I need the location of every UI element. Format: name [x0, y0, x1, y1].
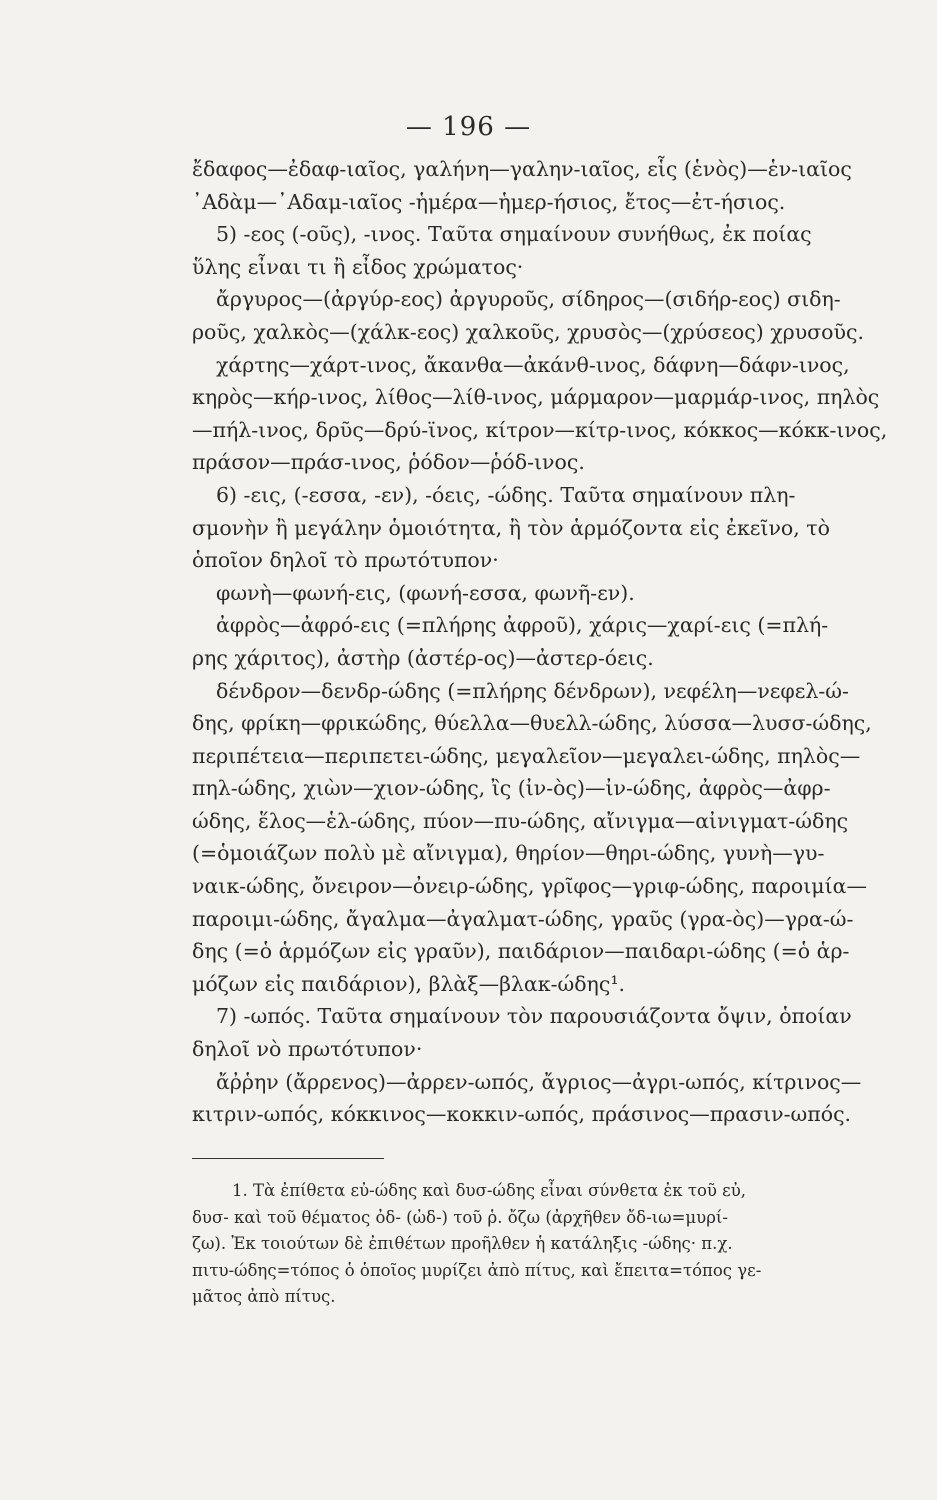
- footnote-divider: [192, 1158, 384, 1159]
- text-line: —πήλ-ινος, δρῦς—δρύ-ϊνος, κίτρον—κίτρ-ινος, κόκκος—κόκκ-ινος,: [192, 417, 888, 442]
- text-line: ἄῤῥην (ἄρρενος)—ἀρρεν-ωπός, ἄγριος—ἀγρι-ωπός, κίτρινος—: [216, 1069, 862, 1094]
- text-line: ὕλης εἶναι τι ἢ εἶδος χρώματος·: [192, 254, 524, 279]
- text-line: πράσον—πράσ-ινος, ῥόδον—ῥόδ-ινος.: [192, 450, 585, 475]
- footnote-line: δυσ- καὶ τοῦ θέματος ὀδ- (ὠδ-) τοῦ ῥ. ὄζω (ἀρχῆθεν ὄδ-ιω=μυρί-: [192, 1207, 728, 1227]
- text-line: δηλοῖ νὸ πρωτότυπον·: [192, 1037, 423, 1062]
- body-text: [192, 153, 914, 1131]
- section-heading-7: 7) -ωπός. Ταῦτα σημαίνουν τὸν παρουσιάζοντα ὄψιν, ὁποίαν: [216, 1004, 852, 1029]
- text-line: ᾿Αδὰμ—᾿Αδαμ-ιαῖος -ἡμέρα—ἡμερ-ήσιος, ἔτος—ἐτ-ήσιος.: [192, 189, 786, 214]
- text-line: δης, φρίκη—φρικώδης, θύελλα—θυελλ-ώδης, λύσσα—λυσσ-ώδης,: [192, 711, 872, 736]
- text-line: χάρτης—χάρτ-ινος, ἄκανθα—ἀκάνθ-ινος, δάφνη—δάφν-ινος,: [216, 352, 850, 377]
- text-line: (=ὁμοιάζων πολὺ μὲ αἴνιγμα), θηρίον—θηρι-ώδης, γυνὴ—γυ-: [192, 841, 825, 866]
- text-line: ἄργυρος—(ἀργύρ-εος) ἀργυροῦς, σίδηρος—(σιδήρ-εος) σιδη-: [216, 287, 841, 312]
- text-line: ἀφρὸς—ἀφρό-εις (=πλήρης ἀφροῦ), χάρις—χαρί-εις (=πλή-: [216, 613, 829, 638]
- text-line: σμονὴν ἢ μεγάλην ὁμοιότητα, ἢ τὸν ἁρμόζοντα εἰς ἐκεῖνο, τὸ: [192, 515, 830, 540]
- text-line: ροῦς, χαλκὸς—(χάλκ-εος) χαλκοῦς, χρυσὸς—(χρύσεος) χρυσοῦς.: [192, 319, 864, 344]
- text-line: κηρὸς—κήρ-ινος, λίθος—λίθ-ινος, μάρμαρον—μαρμάρ-ινος, πηλὸς: [192, 385, 880, 410]
- section-heading-6: 6) -εις, (-εσσα, -εν), -όεις, -ώδης. Ταῦτα σημαίνουν πλη-: [216, 482, 796, 507]
- text-line: ρης χάριτος), ἀστὴρ (ἀστέρ-ος)—ἀστερ-όεις.: [192, 645, 654, 670]
- text-line: ἔδαφος—ἐδαφ-ιαῖος, γαλήνη—γαλην-ιαῖος, εἷς (ἑνὸς)—ἑν-ιαῖος: [192, 157, 852, 181]
- text-line: κιτριν-ωπός, κόκκινος—κοκκιν-ωπός, πράσινος—πρασιν-ωπός.: [192, 1102, 852, 1127]
- text-line: παροιμι-ώδης, ἄγαλμα—ἀγαλματ-ώδης, γραῦς (γρα-ὸς)—γρα-ώ-: [192, 906, 854, 931]
- text-line: ναικ-ώδης, ὄνειρον—ὀνειρ-ώδης, γρῖφος—γριφ-ώδης, παροιμία—: [192, 874, 867, 899]
- footnote-line: 1. Τὰ ἐπίθετα εὐ-ώδης καὶ δυσ-ώδης εἶναι σύνθετα ἐκ τοῦ εὐ,: [232, 1181, 746, 1200]
- footnote-line: ζω). Ἐκ τοιούτων δὲ ἐπιθέτων προῆλθεν ἡ κατάληξις -ώδης· π.χ.: [192, 1234, 733, 1253]
- text-line: δης (=ὁ ἁρμόζων εἰς γραῦν), παιδάριον—παιδαρι-ώδης (=ὁ ἁρ-: [192, 939, 850, 964]
- section-heading-5: 5) -εος (-οῦς), -ινος. Ταῦτα σημαίνουν συνήθως, ἐκ ποίας: [216, 222, 812, 247]
- text-line: ὁποῖον δηλοῖ τὸ πρωτότυπον·: [192, 548, 499, 573]
- footnote-line: μᾶτος ἀπὸ πίτυς.: [192, 1287, 336, 1306]
- footnote: [192, 1178, 914, 1311]
- page-number: — 196 —: [405, 112, 532, 142]
- text-line: φωνὴ—φωνή-εις, (φωνή-εσσα, φωνῆ-εν).: [216, 580, 635, 605]
- text-line: περιπέτεια—περιπετει-ώδης, μεγαλεῖον—μεγαλει-ώδης, πηλὸς—: [192, 743, 861, 768]
- text-line: πηλ-ώδης, χιὼν—χιον-ώδης, ἲς (ἰν-ὸς)—ἰν-ώδης, ἀφρὸς—ἀφρ-: [192, 776, 831, 801]
- text-line: ώδης, ἕλος—ἑλ-ώδης, πύον—πυ-ώδης, αἴνιγμα—αἰνιγματ-ώδης: [192, 808, 849, 833]
- text-line: δένδρον—δενδρ-ώδης (=πλήρης δένδρων), νεφέλη—νεφελ-ώ-: [216, 678, 849, 703]
- text-line: μόζων εἰς παιδάριον), βλὰξ—βλακ-ώδης¹.: [192, 971, 626, 996]
- footnote-line: πιτυ-ώδης=τόπος ὁ ὁποῖος μυρίζει ἀπὸ πίτυς, καὶ ἔπειτα=τόπος γε-: [192, 1260, 762, 1280]
